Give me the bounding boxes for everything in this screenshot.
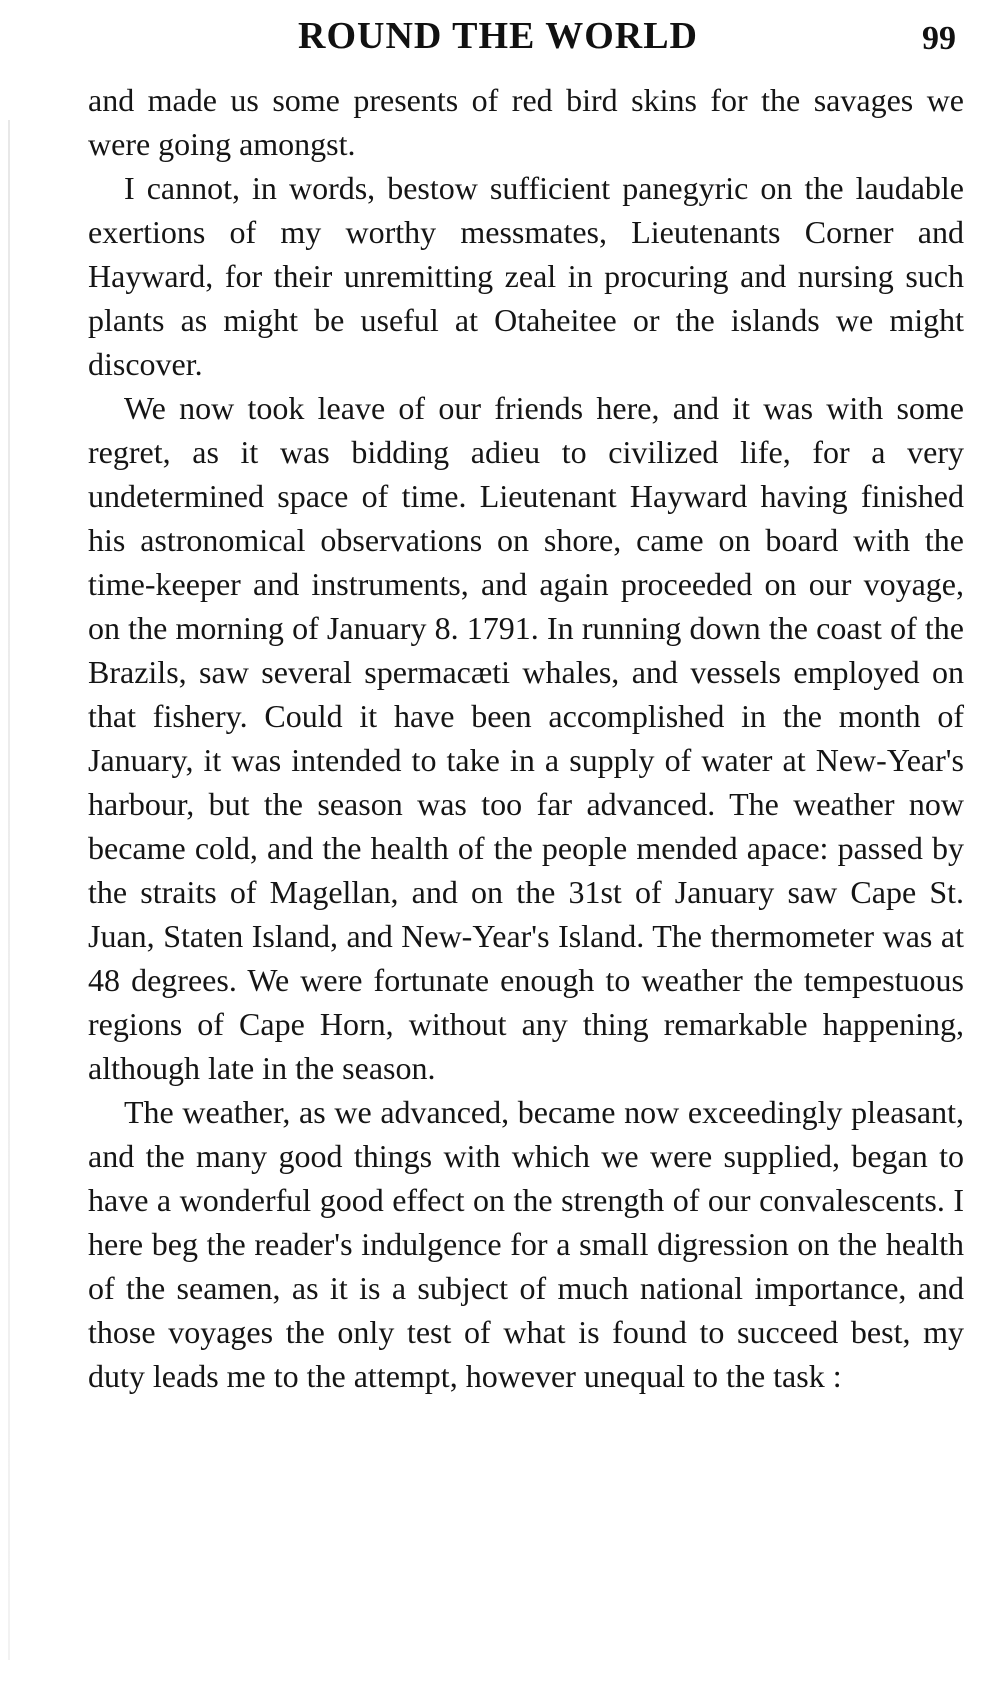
page-number: 99 [922, 20, 956, 57]
paragraph: The weather, as we advanced, became now exceedingly pleasant, and the many good things with which we were supplied, began to have a wonderful good effect on the strength of our convalescents. I here beg the reader's indulgence for a small digression on the health of the seamen, as it is a subject of much national importance, and those voyages the only test of what is found to succeed best, my duty leads me to the attempt, however unequal to the task : [88, 1094, 964, 1394]
paragraph: I cannot, in words, bestow sufficient panegyric on the laudable exertions of my worthy messmates, Lieutenants Corner and Hayward, for their unremitting zeal in procuring and nursing such plants as might be useful at Otaheitee or the islands we might discover. [88, 170, 964, 382]
running-title: ROUND THE WORLD [298, 15, 698, 57]
body-text [88, 78, 964, 1398]
running-header [88, 14, 964, 70]
paragraph: We now took leave of our friends here, and it was with some regret, as it was bidding adieu to civilized life, for a very undetermined space of time. Lieutenant Hayward having finished his astronomical observations on shore, came on board with the time-keeper and instruments, and again proceeded on our voyage, on the morning of January 8. 1791. In running down the coast of the Brazils, saw several spermacæti whales, and vessels employed on that fishery. Could it have been accomplished in the month of January, it was intended to take in a supply of water at New-Year's harbour, but the season was too far advanced. The weather now became cold, and the health of the people mended apace: passed by the straits of Magellan, and on the 31st of January saw Cape St. Juan, Staten Island, and New-Year's Island. The thermometer was at 48 degrees. We were fortunate enough to weather the tempestuous regions of Cape Horn, without any thing remarkable happening, although late in the season. [88, 390, 964, 1086]
paragraph: and made us some presents of red bird skins for the savages we were going amongst. [88, 82, 964, 162]
page-edge-shadow [8, 120, 10, 1660]
